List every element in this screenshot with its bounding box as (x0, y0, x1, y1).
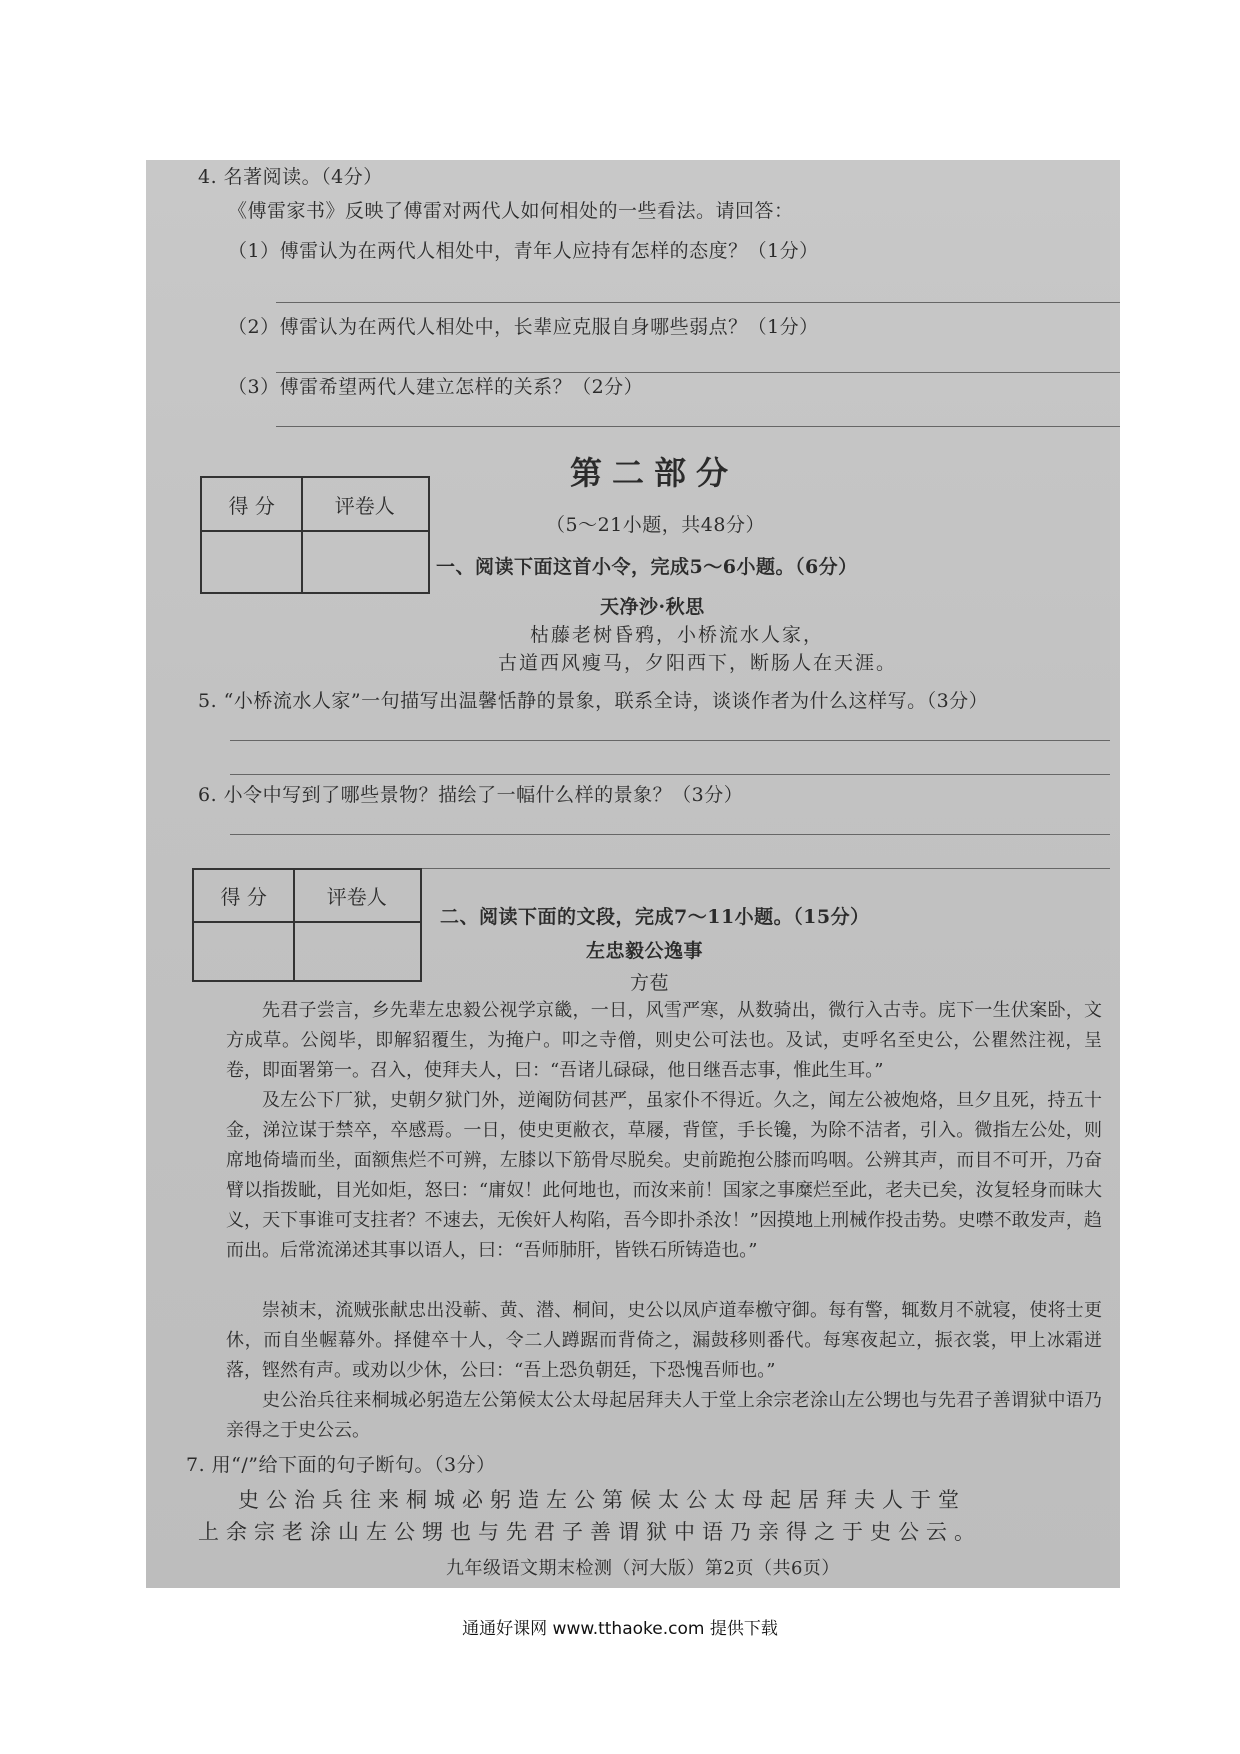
q6: 6. 小令中写到了哪些景物？描绘了一幅什么样的景象？（3分） (198, 784, 744, 806)
answer-line (230, 834, 1110, 835)
scanned-exam-page (146, 160, 1120, 1588)
q7-sentence-line-2: 上余宗老涂山左公甥也与先君子善谓狱中语乃亲得之于史公云。 (198, 1520, 982, 1544)
q4-sub2: （2）傅雷认为在两代人相处中，长辈应克服自身哪些弱点？（1分） (228, 316, 819, 338)
paragraph-1: 先君子尝言，乡先辈左忠毅公视学京畿，一日，风雪严寒，从数骑出，微行入古寺。庑下一生伏案卧，文方成草。公阅毕，即解貂覆生，为掩户。叩之寺僧，则史公可法也。及试，吏呼名至史公，公瞿然注视，呈卷，即面署第一。召入，使拜夫人，曰：“吾诸儿碌碌，他日继吾志事，惟此生耳。” (226, 1000, 1102, 1081)
q4-heading: 4. 名著阅读。（4分） (198, 166, 383, 188)
section2-heading: 二、阅读下面的文段，完成7～11小题。（15分） (440, 906, 870, 928)
poem-line-2: 古道西风瘦马，夕阳西下，断肠人在天涯。 (498, 652, 898, 674)
poem-title: 天净沙·秋思 (600, 596, 705, 618)
q7-sentence-line-1: 史公治兵往来桐城必躬造左公第候太公太母起居拜夫人于堂 (238, 1488, 966, 1512)
paragraph-3: 崇祯末，流贼张献忠出没蕲、黄、潜、桐间，史公以凤庐道奉檄守御。每有警，辄数月不就寝，使将士更休，而自坐幄幕外。择健卒十人，令二人蹲踞而背倚之，漏鼓移则番代。每寒夜起立，振衣裳，甲上冰霜迸落，铿然有声。或劝以少休，公曰：“吾上恐负朝廷，下恐愧吾师也。” (226, 1300, 1102, 1381)
score-label: 得 分 (202, 478, 303, 530)
score-label: 得 分 (194, 870, 295, 921)
q7: 7. 用“/”给下面的句子断句。（3分） (186, 1454, 496, 1476)
page-footer: 九年级语文期末检测（河大版）第2页（共6页） (446, 1558, 840, 1579)
poem-line-1: 枯藤老树昏鸦，小桥流水人家， (530, 624, 825, 646)
q5: 5. “小桥流水人家”一句描写出温馨恬静的景象，联系全诗，谈谈作者为什么这样写。（3分） (198, 690, 989, 712)
q4-intro: 《傅雷家书》反映了傅雷对两代人如何相处的一些看法。请回答： (228, 200, 794, 222)
answer-line (276, 426, 1120, 427)
answer-line (276, 302, 1120, 303)
score-box (200, 476, 430, 594)
grader-label: 评卷人 (326, 884, 387, 909)
site-footer: 通通好课网 www.tthaoke.com 提供下载 (462, 1619, 778, 1639)
answer-line (230, 740, 1110, 741)
part2-title: 第二部分 (570, 454, 739, 492)
score-box (192, 868, 422, 982)
article-author: 方苞 (630, 972, 670, 994)
paragraph-2: 及左公下厂狱，史朝夕狱门外，逆阉防伺甚严，虽家仆不得近。久之，闻左公被炮烙，旦夕且死，持五十金，涕泣谋于禁卒，卒感焉。一日，使史更敝衣，草屦，背筐，手长镵，为除不洁者，引入。微指左公处，则席地倚墙而坐，面额焦烂不可辨，左膝以下筋骨尽脱矣。史前跪抱公膝而呜咽。公辨其声，而目不可开，乃奋臂以指拨眦，目光如炬，怒曰：“庸奴！此何地也，而汝来前！国家之事糜烂至此，老夫已矣，汝复轻身而昧大义，天下事谁可支拄者？不速去，无俟奸人构陷，吾今即扑杀汝！”因摸地上刑械作投击势。史噤不敢发声，趋而出。后常流涕述其事以语人，曰：“吾师肺肝，皆铁石所铸造也。” (226, 1090, 1102, 1261)
section1-heading: 一、阅读下面这首小令，完成5～6小题。（6分） (436, 556, 858, 578)
article-title: 左忠毅公逸事 (586, 940, 704, 962)
paragraph-4: 史公治兵往来桐城必躬造左公第候太公太母起居拜夫人于堂上余宗老涂山左公甥也与先君子善谓狱中语乃亲得之于史公云。 (226, 1390, 1102, 1441)
q4-sub3: （3）傅雷希望两代人建立怎样的关系？（2分） (228, 376, 644, 398)
answer-line (230, 774, 1110, 775)
part2-subtitle: （5～21小题，共48分） (546, 514, 765, 536)
q4-sub1: （1）傅雷认为在两代人相处中，青年人应持有怎样的态度？（1分） (228, 240, 819, 262)
grader-label: 评卷人 (334, 493, 395, 518)
